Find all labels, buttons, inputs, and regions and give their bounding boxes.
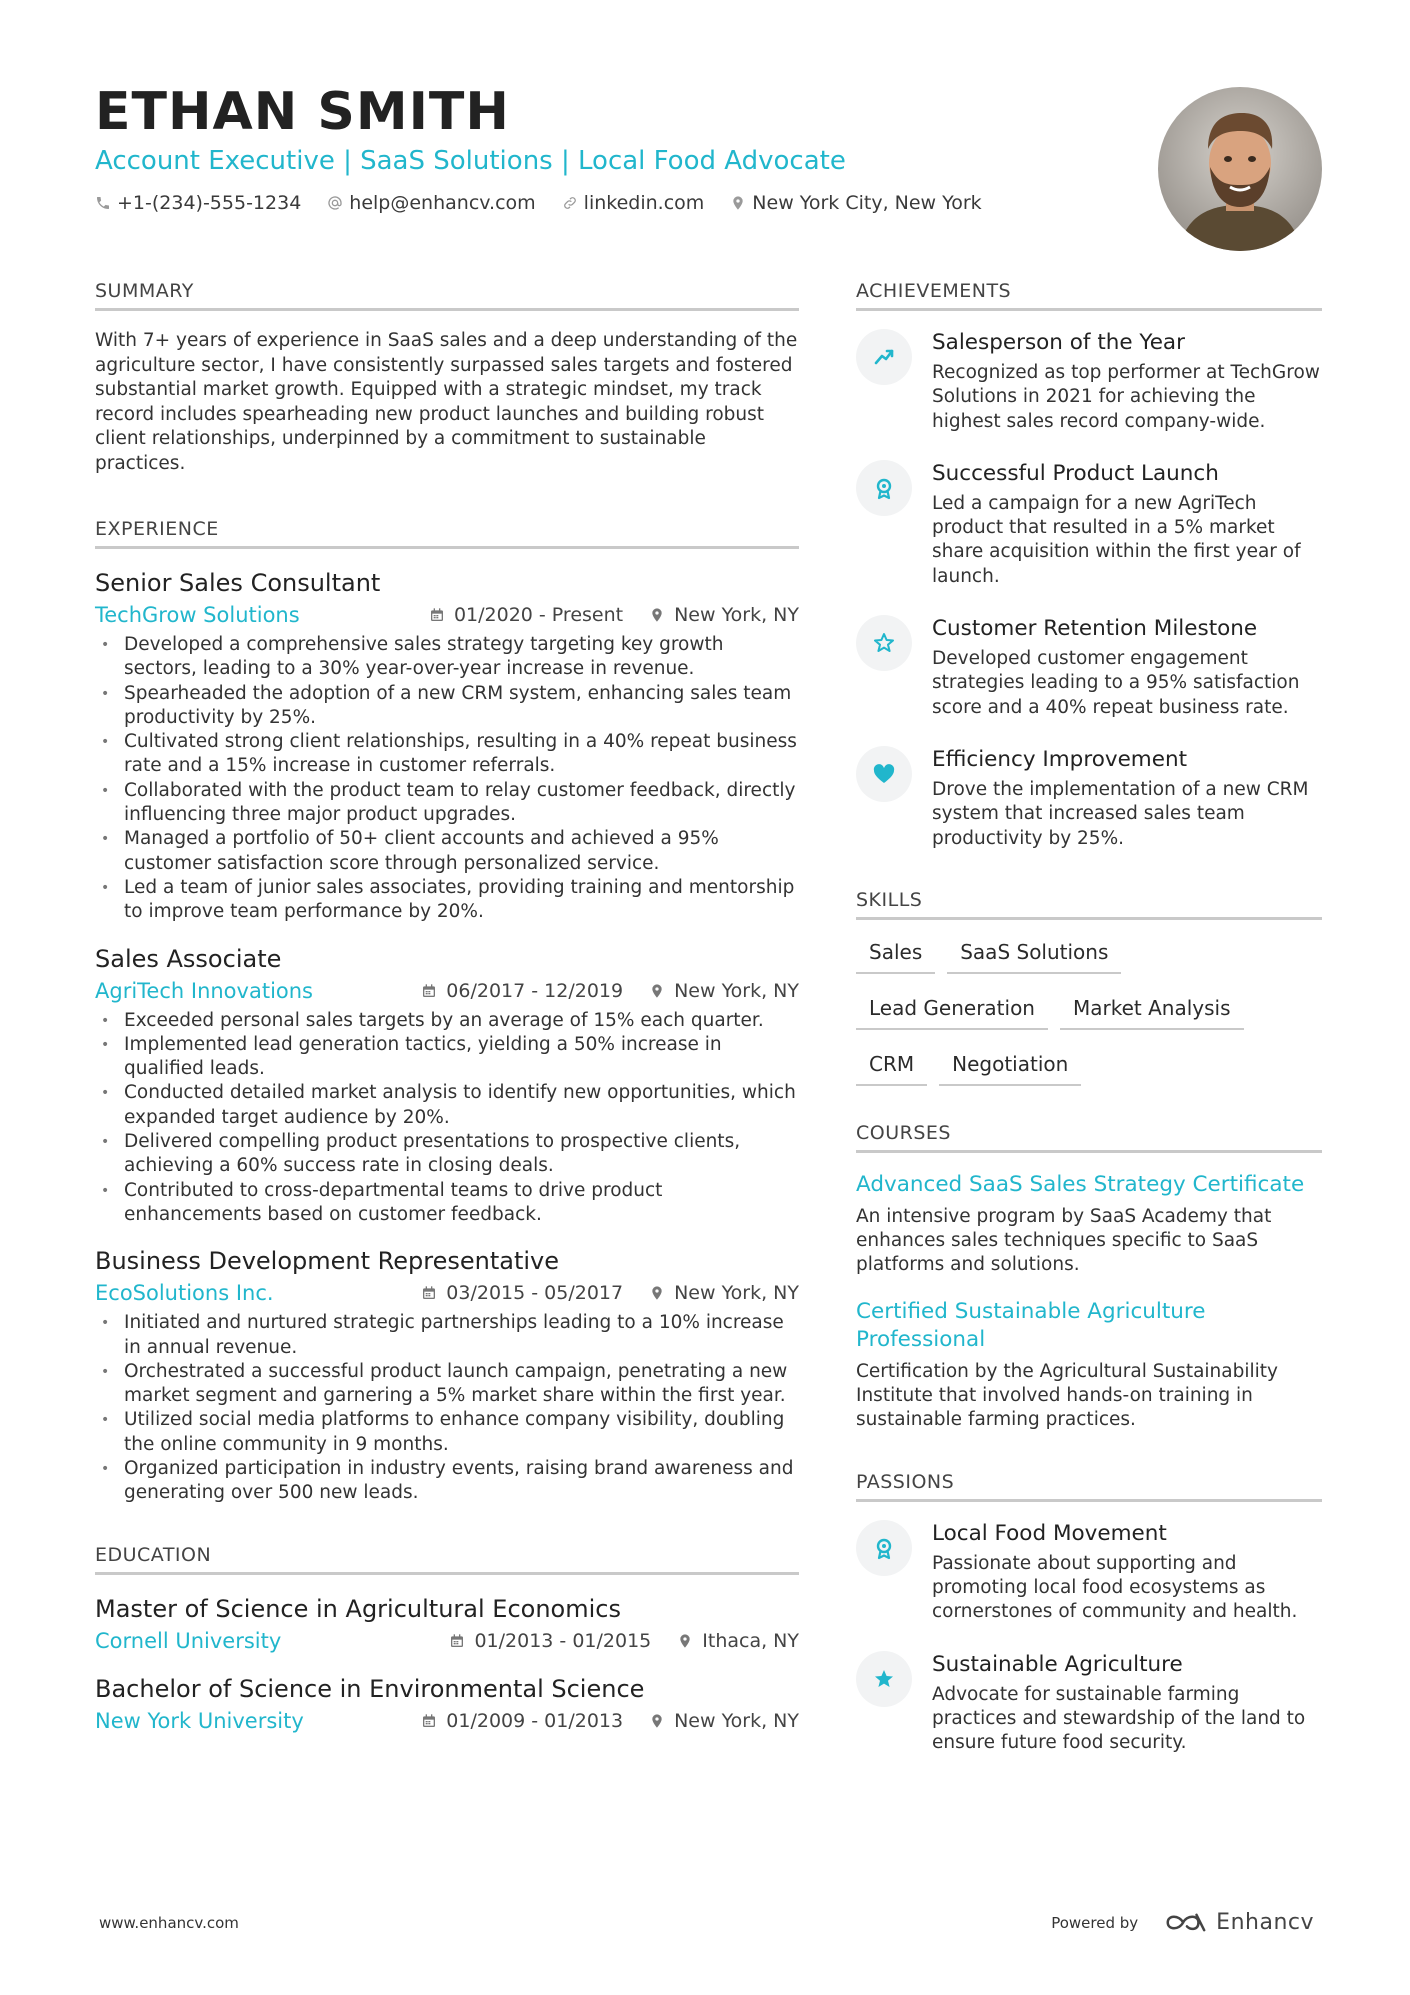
link-icon bbox=[562, 195, 578, 211]
achievement-desc: Led a campaign for a new AgriTech product that resulted in a 5% market share acquisition within the first year of launch. bbox=[932, 492, 1301, 587]
candidate-title: Account Executive | SaaS Solutions | Local Food Advocate bbox=[95, 146, 846, 176]
course-desc: An intensive program by SaaS Academy that enhances sales techniques specific to SaaS platforms and solutions. bbox=[856, 1205, 1272, 1276]
star-filled-icon bbox=[856, 1651, 912, 1707]
email-text: help@enhancv.com bbox=[349, 192, 536, 214]
passion-title: Sustainable Agriculture bbox=[932, 1651, 1183, 1677]
skill-tag: Negotiation bbox=[939, 1050, 1081, 1086]
achievement-desc: Developed customer engagement strategies leading to a 95% satisfaction score and a 40% repeat business rate. bbox=[932, 648, 1300, 718]
job-bullets bbox=[95, 1009, 799, 1228]
job-meta bbox=[95, 977, 799, 1005]
powered-by-label: Powered by bbox=[1051, 1913, 1139, 1932]
experience-entry bbox=[95, 1245, 799, 1505]
education-heading: EDUCATION bbox=[95, 1544, 799, 1575]
job-dates bbox=[421, 980, 623, 1002]
education-dates bbox=[421, 1710, 623, 1732]
bullet-item: • Managed a portfolio of 50+ client accounts and achieved a 95% customer satisfaction score through personalized service. bbox=[95, 827, 799, 876]
job-title: Sales Associate bbox=[95, 944, 282, 973]
education-meta bbox=[95, 1707, 799, 1735]
achievement-desc: Drove the implementation of a new CRM system that increased sales team productivity by 25%. bbox=[932, 778, 1309, 849]
calendar-icon bbox=[449, 1633, 465, 1649]
education-location bbox=[649, 1710, 799, 1732]
education-meta-right bbox=[449, 1630, 799, 1652]
contact-linkedin[interactable] bbox=[562, 192, 705, 214]
brand-logo[interactable] bbox=[1162, 1910, 1314, 1935]
achievement-title: Efficiency Improvement bbox=[932, 746, 1188, 772]
bullet-item: • Delivered compelling product presentations to prospective clients, achieving a 60% success rate in closing deals. bbox=[95, 1130, 799, 1179]
calendar-icon bbox=[429, 607, 445, 623]
course-desc: Certification by the Agricultural Sustainability Institute that involved hands-on training in sustainable farming practices. bbox=[856, 1360, 1278, 1431]
achievement-desc: Recognized as top performer at TechGrow Solutions in 2021 for achieving the highest sales record company-wide. bbox=[932, 362, 1320, 432]
skills-heading: SKILLS bbox=[856, 889, 1322, 920]
education-entry bbox=[95, 1673, 799, 1735]
calendar-icon bbox=[421, 1285, 437, 1301]
course-item bbox=[856, 1298, 1322, 1433]
location-pin-icon bbox=[730, 195, 746, 211]
job-dates bbox=[429, 604, 623, 626]
location-text: Ithaca, NY bbox=[702, 1629, 799, 1652]
skill-tag: Lead Generation bbox=[856, 994, 1048, 1030]
bullet-item: • Collaborated with the product team to relay customer feedback, directly influencing three major product upgrades. bbox=[95, 779, 799, 828]
passions-heading: PASSIONS bbox=[856, 1471, 1322, 1502]
passion-title: Local Food Movement bbox=[932, 1520, 1167, 1546]
education-meta bbox=[95, 1627, 799, 1655]
skill-tag: CRM bbox=[856, 1050, 927, 1086]
course-title[interactable]: Advanced SaaS Sales Strategy Certificate bbox=[856, 1171, 1305, 1197]
education-location bbox=[677, 1630, 799, 1652]
calendar-icon bbox=[421, 983, 437, 999]
contact-location bbox=[730, 192, 981, 214]
chart-trend-icon bbox=[856, 329, 912, 385]
page-footer bbox=[99, 1910, 1314, 1935]
footer-website[interactable]: www.enhancv.com bbox=[99, 1913, 239, 1932]
job-bullets bbox=[95, 1311, 799, 1505]
job-meta-right bbox=[421, 980, 799, 1002]
experience-heading: EXPERIENCE bbox=[95, 518, 799, 549]
powered-by bbox=[1051, 1910, 1314, 1935]
company-name[interactable]: TechGrow Solutions bbox=[95, 603, 300, 627]
resume-header bbox=[95, 82, 1145, 214]
at-icon bbox=[327, 195, 343, 211]
summary-section bbox=[95, 329, 799, 476]
award-ribbon-icon bbox=[856, 1520, 912, 1576]
job-meta-right bbox=[429, 604, 799, 626]
summary-text: With 7+ years of experience in SaaS sales and a deep understanding of the agriculture sector, I have consistently surpassed sales targets and fostered substantial market growth. Equipped with a strategic mindset, my track record includes spearheading new product launches and building robust client relationships, underpinned by a commitment to sustainable practices. bbox=[95, 330, 798, 474]
dates-text: 06/2017 - 12/2019 bbox=[446, 979, 624, 1002]
degree-title: Bachelor of Science in Environmental Science bbox=[95, 1674, 645, 1703]
bullet-item: • Spearheaded the adoption of a new CRM system, enhancing sales team productivity by 25%. bbox=[95, 682, 799, 731]
left-column bbox=[95, 280, 799, 1753]
job-title: Business Development Representative bbox=[95, 1247, 560, 1276]
bullet-item: • Utilized social media platforms to enhance company visibility, doubling the online community in 9 months. bbox=[95, 1408, 799, 1457]
passion-desc: Advocate for sustainable farming practices and stewardship of the land to ensure future food security. bbox=[932, 1683, 1306, 1754]
degree-title: Master of Science in Agricultural Economics bbox=[95, 1594, 621, 1623]
location-pin-icon bbox=[677, 1633, 693, 1649]
job-location bbox=[649, 1282, 799, 1304]
contact-email[interactable] bbox=[327, 192, 535, 214]
location-text: New York City, New York bbox=[752, 192, 982, 214]
location-text: New York, NY bbox=[674, 1282, 799, 1305]
location-pin-icon bbox=[649, 1713, 665, 1729]
bullet-item: • Developed a comprehensive sales strategy targeting key growth sectors, leading to a 30% year-over-year increase in revenue. bbox=[95, 633, 799, 682]
achievement-title: Salesperson of the Year bbox=[932, 330, 1185, 355]
bullet-item: • Initiated and nurtured strategic partnerships leading to a 10% increase in annual revenue. bbox=[95, 1311, 799, 1360]
brand-name: Enhancv bbox=[1216, 1910, 1314, 1935]
star-outline-icon bbox=[856, 615, 912, 671]
passion-item bbox=[856, 1651, 1322, 1756]
job-title: Senior Sales Consultant bbox=[95, 569, 381, 597]
bullet-item: • Implemented lead generation tactics, yielding a 50% increase in qualified leads. bbox=[95, 1033, 799, 1082]
phone-icon bbox=[95, 195, 111, 211]
job-meta bbox=[95, 601, 799, 629]
bullet-item: • Conducted detailed market analysis to identify new opportunities, which expanded target audience by 20%. bbox=[95, 1081, 799, 1130]
calendar-icon bbox=[421, 1713, 437, 1729]
company-name[interactable]: EcoSolutions Inc. bbox=[95, 1281, 274, 1306]
right-column bbox=[856, 280, 1322, 1781]
enhancv-logo-icon bbox=[1162, 1911, 1208, 1934]
location-text: New York, NY bbox=[674, 1709, 799, 1732]
achievement-item bbox=[856, 746, 1322, 851]
job-dates bbox=[421, 1282, 623, 1304]
dates-text: 03/2015 - 05/2017 bbox=[446, 1282, 624, 1305]
award-ribbon-icon bbox=[856, 460, 912, 516]
bullet-item: • Contributed to cross-departmental teams to drive product enhancements based on customer feedback. bbox=[95, 1179, 799, 1228]
summary-heading: SUMMARY bbox=[95, 280, 799, 311]
contact-phone[interactable] bbox=[95, 192, 301, 214]
job-location bbox=[649, 604, 799, 626]
skill-tag: Market Analysis bbox=[1060, 994, 1244, 1030]
location-text: New York, NY bbox=[674, 604, 799, 626]
achievement-title: Customer Retention Milestone bbox=[932, 616, 1258, 642]
skill-tag: Sales bbox=[856, 938, 935, 974]
dates-text: 01/2020 - Present bbox=[453, 604, 624, 626]
experience-entry bbox=[95, 567, 799, 925]
candidate-name: ETHAN SMITH bbox=[95, 82, 510, 142]
location-text: New York, NY bbox=[674, 979, 799, 1002]
experience-entry bbox=[95, 943, 799, 1228]
job-bullets bbox=[95, 633, 799, 925]
skills-list bbox=[856, 938, 1322, 1086]
bullet-item: • Cultivated strong client relationships, resulting in a 40% repeat business rate and a 15% increase in customer referrals. bbox=[95, 730, 799, 779]
profile-photo bbox=[1158, 87, 1322, 251]
phone-text: +1-(234)-555-1234 bbox=[117, 192, 302, 214]
achievement-title: Successful Product Launch bbox=[932, 460, 1219, 486]
skill-tag: SaaS Solutions bbox=[947, 938, 1121, 974]
passion-desc: Passionate about supporting and promoting local food ecosystems as cornerstones of community and health. bbox=[932, 1552, 1298, 1623]
linkedin-text: linkedin.com bbox=[583, 192, 705, 214]
school-name[interactable]: Cornell University bbox=[95, 1628, 282, 1653]
achievement-item bbox=[856, 460, 1322, 589]
achievements-heading: ACHIEVEMENTS bbox=[856, 280, 1322, 311]
bullet-item: • Exceeded personal sales targets by an average of 15% each quarter. bbox=[95, 1009, 799, 1033]
heart-icon bbox=[856, 746, 912, 802]
bullet-item: • Led a team of junior sales associates, providing training and mentorship to improve team performance by 20%. bbox=[95, 876, 799, 925]
bullet-item: • Organized participation in industry events, raising brand awareness and generating over 500 new leads. bbox=[95, 1457, 799, 1506]
contact-row bbox=[95, 192, 1145, 214]
company-name[interactable]: AgriTech Innovations bbox=[95, 978, 313, 1003]
bullet-item: • Orchestrated a successful product launch campaign, penetrating a new market segment and garnering a 5% market share within the first year. bbox=[95, 1360, 799, 1409]
job-meta-right bbox=[421, 1282, 799, 1304]
course-item bbox=[856, 1171, 1322, 1278]
job-location bbox=[649, 980, 799, 1002]
location-pin-icon bbox=[649, 983, 665, 999]
dates-text: 01/2009 - 01/2013 bbox=[446, 1709, 624, 1732]
school-name[interactable]: New York University bbox=[95, 1708, 304, 1733]
job-meta bbox=[95, 1279, 799, 1307]
location-pin-icon bbox=[649, 607, 665, 623]
education-meta-right bbox=[421, 1710, 799, 1732]
passion-item bbox=[856, 1520, 1322, 1625]
education-dates bbox=[449, 1630, 651, 1652]
dates-text: 01/2013 - 01/2015 bbox=[474, 1629, 652, 1652]
course-title[interactable]: Certified Sustainable Agriculture Professional bbox=[856, 1298, 1206, 1352]
achievement-item bbox=[856, 615, 1322, 720]
location-pin-icon bbox=[649, 1285, 665, 1301]
achievement-item bbox=[856, 329, 1322, 434]
education-entry bbox=[95, 1593, 799, 1655]
courses-heading: COURSES bbox=[856, 1122, 1322, 1153]
